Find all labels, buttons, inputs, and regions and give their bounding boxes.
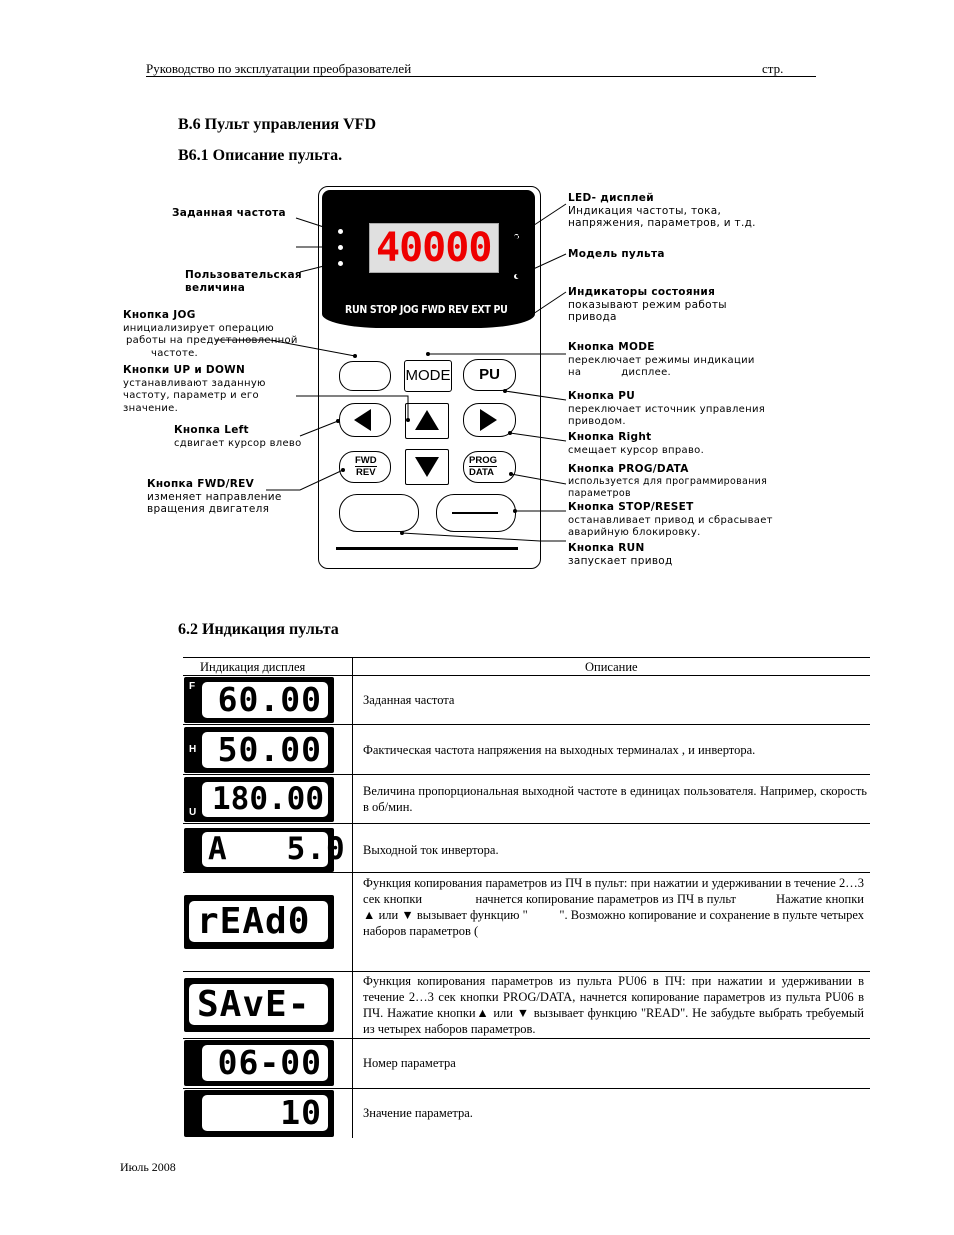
lcd-value: 60.00 bbox=[217, 680, 322, 719]
lcd-display bbox=[184, 978, 334, 1032]
header-right: стр. bbox=[762, 61, 784, 76]
ann-prog: Кнопка PROG/DATA используется для программирования параметров bbox=[568, 463, 768, 499]
lcd-prefix: F bbox=[189, 681, 196, 692]
lcd-prefix: H bbox=[189, 744, 197, 755]
row-description: Выходной ток инвертора. bbox=[363, 843, 499, 857]
ann-status: Индикаторы состояния показывают режим работы привода bbox=[568, 286, 727, 323]
lcd-value: A 5.0 bbox=[208, 831, 346, 867]
lcd-display bbox=[184, 1040, 334, 1086]
row-description: Фактическая частота напряжения на выходных терминалах , и инвертора. bbox=[363, 743, 756, 757]
section-62-title: 6.2 Индикация пульта bbox=[178, 621, 339, 638]
lcd-value: 50.00 bbox=[217, 730, 322, 769]
ann-user-value: Пользовательская величина bbox=[185, 269, 302, 294]
table-row bbox=[183, 675, 870, 725]
table-row bbox=[183, 1039, 870, 1089]
row-description: Значение параметра. bbox=[363, 1106, 473, 1120]
table-row bbox=[183, 775, 870, 824]
ann-right: Кнопка Right смещает курсор вправо. bbox=[568, 431, 705, 456]
status-indicators: RUN STOP JOG FWD REV EXT PU bbox=[345, 304, 508, 316]
ann-fwdrev: Кнопка FWD/REV изменяет направление вращения двигателя bbox=[147, 478, 282, 515]
lcd-value: 10 bbox=[280, 1093, 322, 1132]
row-description: Заданная частота bbox=[363, 693, 455, 707]
table-row bbox=[183, 873, 870, 972]
col-header-description: Описание bbox=[585, 660, 638, 674]
lcd-display bbox=[184, 727, 334, 773]
ann-updown: Кнопки UP и DOWN устанавливают заданную частоту, параметр и его значение. bbox=[123, 364, 266, 414]
ann-jog: Кнопка JOG инициализирует операцию работы на предустановленной частоте. bbox=[123, 309, 298, 359]
table-row bbox=[183, 725, 870, 775]
mode-button[interactable]: MODE bbox=[404, 360, 452, 392]
section-b61-title: В6.1 Описание пульта. bbox=[178, 147, 343, 164]
lcd-display bbox=[184, 677, 334, 723]
annotation-leaders bbox=[0, 0, 954, 600]
prog-label: PROG bbox=[469, 455, 497, 466]
lcd-prefix: U bbox=[189, 807, 197, 818]
row-description: Величина пропорциональная выходной частоте в единицах пользователя. Например, скорость в об/мин. bbox=[363, 784, 867, 814]
col-header-display: Индикация дисплея bbox=[200, 660, 306, 674]
row-description: Номер параметра bbox=[363, 1056, 456, 1070]
row-description: Функция копирования параметров из пульта PU06 в ПЧ: при нажатии и удерживании в течение 2…3 сек кнопки PROG/DATA, начнется копирование параметров из пульта PU06 в ПЧ. Нажатие кнопки▲ или ▼ вызывает функцию "READ". Не забудьте выбрать требуемый из четырех наборов параметров. bbox=[363, 974, 864, 1036]
lcd-value: SAvE- bbox=[197, 984, 311, 1025]
lcd-display bbox=[184, 1090, 334, 1137]
header-left: Руководство по эксплуатации преобразователей bbox=[146, 61, 412, 76]
ann-run: Кнопка RUN запускает привод bbox=[568, 542, 673, 567]
fwd-label: FWD bbox=[355, 455, 377, 466]
ann-stop: Кнопка STOP/RESET останавливает привод и сбрасывает аварийную блокировку. bbox=[568, 501, 773, 538]
footer-date: Июль 2008 bbox=[120, 1160, 176, 1174]
section-b6-title: В.6 Пульт управления VFD bbox=[178, 116, 377, 133]
lcd-display bbox=[184, 777, 334, 822]
lcd-display bbox=[184, 895, 334, 949]
ann-set-freq: Заданная частота bbox=[172, 207, 286, 219]
ann-mode: Кнопка MODE переключает режимы индикации на дисплее. bbox=[568, 341, 755, 378]
ann-left: Кнопка Left сдвигает курсор влево bbox=[174, 424, 302, 449]
lcd-value: rEAd0 bbox=[197, 901, 311, 942]
pu-button[interactable]: PU bbox=[463, 359, 516, 391]
ann-led: LED- дисплей Индикация частоты, тока, напряжения, параметров, и т.д. bbox=[568, 192, 756, 229]
lcd-display bbox=[184, 828, 346, 872]
row-description: Функция копирования параметров из ПЧ в пульт: при нажатии и удерживании в течение 2…3 сек кнопки начнется копирование параметров из ПЧ в пульт Нажатие кнопки ▲ или ▼ вызывает функцию " ". Возможно копирование и сохранение в пульте четырех наборов параметров ( bbox=[363, 876, 868, 938]
ann-model: Модель пульта bbox=[568, 248, 665, 260]
lcd-value: 180.00 bbox=[212, 781, 324, 817]
led-display-value: 40000 bbox=[376, 225, 492, 271]
rev-label: REV bbox=[356, 467, 376, 478]
lcd-value: 06-00 bbox=[217, 1043, 322, 1082]
table-row bbox=[183, 1089, 870, 1138]
ann-pu: Кнопка PU переключает источник управления приводом. bbox=[568, 390, 766, 427]
data-label: DATA bbox=[469, 467, 494, 478]
table-row bbox=[183, 972, 870, 1039]
table-row bbox=[183, 824, 870, 873]
